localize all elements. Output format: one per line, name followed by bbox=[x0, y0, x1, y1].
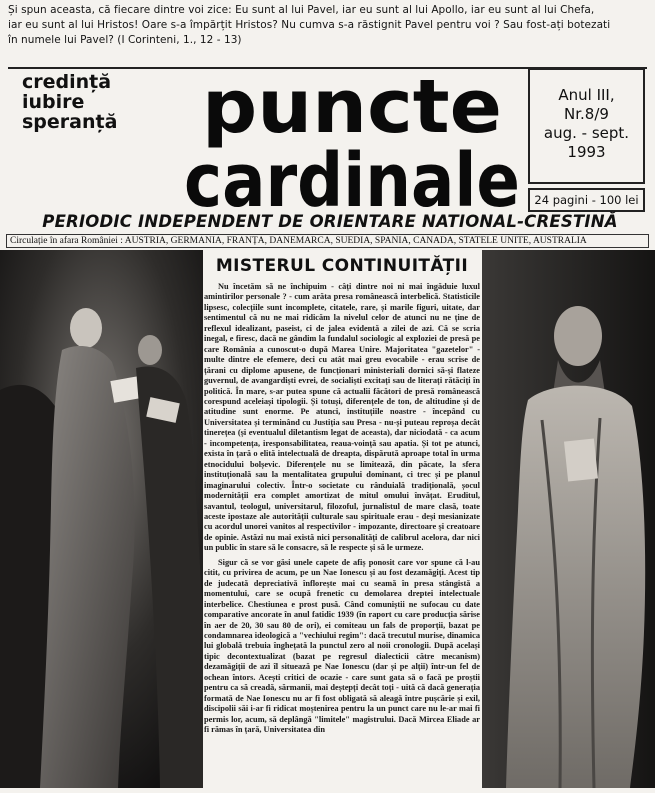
epigraph-line: iar eu sunt al lui Hristos! Oare s-a împărțit Hristos? Nu cumva s-a răstignit Pavel pentru voi ? Sau fost-ați botezati bbox=[8, 19, 611, 31]
masthead-line2: cardinale bbox=[184, 138, 520, 214]
motto-faith: credință bbox=[22, 71, 112, 93]
motto-love: iubire bbox=[22, 91, 85, 113]
motto-block bbox=[22, 72, 172, 132]
article-title: MISTERUL CONTINUITĂȚII bbox=[215, 256, 469, 276]
masthead-logo bbox=[182, 70, 522, 214]
article-paragraph: Sigur că se vor găsi unele capete de afiș ponosit care vor spune că l-au citit, cu privirea de acum, pe un Nae Ionescu și au fost dezamăgiți. Acest tip de judecată depreciativă înflorește mai cu seamă în presa stângistă a momentului, care se ocupă frenetic cu demolarea dreptei intelectuale interbelice. Chestiunea e prost pusă. Când comuniștii ne sufocau cu date comparative ancorate în anul fatidic 1939 (în raport cu care producția sărise în aer de 20, 30 sau 80 de ori), ei comiteau un fals de proporții, bazat pe condamnarea ideologică a "vechiului regim": dacă trecutul murise, dinamica lui globală trebuia înghețată la punctul zero al noii cronologii. După același tipic decontextualizat (bazat pe regresul dialecticii către mecanism) dezamăgiții de azi îl situează pe Nae Ionescu (dar și pe alții) într-un fel de ochean întors. Acești critici de ocazie - care sunt gata să o facă pe proștii pentru ca să creadă, sărmanii, mai deștepți decât toți - uită că dacă generația formată de Nae Ionescu nu ar fi fost obligată să aleagă între pușcărie și exil, discipolii săi i-ar fi ridicat moștenirea pentru la un punct care nu le-ar mai fi permis lor, acum, să deplângă "limitele" magistrului. Dacă Mircea Eliade ar fi rămas în țară, Universitatea din bbox=[204, 557, 480, 735]
circulation-line: Circulație în afara României : AUSTRIA, GERMANIA, FRANȚA, DANEMARCA, SUEDIA, SPANIA, CANADA, STATELE UNITE, AUSTRALIA bbox=[6, 234, 649, 248]
article-paragraph: Nu încetăm să ne închipuim - câți dintre noi ni mai îngăduie luxul amintirilor personale ? - cum arăta presa românească interbelică. Statisticile lipsesc, colecțiile sunt incomplete, citatele, rare, și marile figuri, uitate, dar sentimentul că nu ne mai ridicăm la nivelul celor de atunci nu ne ține de reflexul idealizant, paseist, ci de jalea evidentă a zilei de azi. Că se scria inegal, e firesc, dacă ne gândim la fundalul sociologic al exploziei de presă pe care România a cunoscut-o după Marea Unire. Majoritatea "gazetelor" - multe dintre ele efemere, deci cu atât mai greu evocabile - erau scrise de țărani cu diplome apusene, de funcționari ministeriali dornici să-și flateze guvernul, de avangardiști evrei, de socialiști excitați sau de literați rătăciți în politică. În mare, s-ar putea spune că actualii făcători de presă românească corespund aceleiași tipologii. Și totuși, diferențele de ton, de altitudine și de atitudine sunt enorme. Pe atunci, instituțiile noastre - începând cu Universitatea și terminând cu Justiția sau Presa - nu-și puteau reproșa decât tinerețea (și eventualul diletantism legat de aceasta), dar niciodată - ca acum - incompetența, iresponsabilitatea, reaua-voință sau apatia. Și tot pe atunci, exista în țară o elită intelectuală de dreapta, dispărută aproape total în urma etnocidului bolșevic. Diferențele nu se limitează, din păcate, la sfera instituțională sau la mentalitatea grupului dominant, ci trec și pe planul imaginarului colectiv. Într-o societate cu rânduială tradițională, șocul modernității era complet amortizat de mitul omului învățat. Eruditul, savantul, teologul, universitarul, filozoful, jurnalistul de mare clasă, toate aceste ipostaze ale autorității culturale sau spirituale erau - deși mesianizate cu acordul unorei vanitos al respectivilor - impozante, directoare și creatoare de opinie. Astăzi nu mai există nici personalități de calibrul acelora, dar nici un public în stare să le consacre, să le respecte și să le urmeze. bbox=[204, 282, 480, 553]
issue-year: Anul III, bbox=[558, 86, 615, 104]
issue-calendar-year: 1993 bbox=[567, 143, 606, 161]
masthead-line1: puncte bbox=[202, 70, 502, 150]
epigraph-quote bbox=[8, 3, 647, 69]
publication-tagline: PERIODIC INDEPENDENT DE ORIENTARE NATIONAL-CRESTINĂ bbox=[42, 212, 618, 231]
issue-info-box bbox=[528, 68, 645, 184]
issue-number: Nr.8/9 bbox=[564, 105, 609, 123]
epigraph-line: în numele lui Pavel? (I Corinteni, 1., 12 - 13) bbox=[8, 34, 242, 46]
issue-months: aug. - sept. bbox=[543, 124, 630, 142]
motto-hope: speranță bbox=[22, 111, 118, 133]
photo-left-figures bbox=[0, 250, 203, 788]
photo-right-saint bbox=[482, 250, 655, 788]
epigraph-line: Și spun aceasta, că fiecare dintre voi zice: Eu sunt al lui Pavel, iar eu sunt al lui Apollo, iar eu sunt al lui Chefa, bbox=[8, 4, 595, 16]
pages-price-box: 24 pagini - 100 lei bbox=[528, 188, 645, 212]
main-article bbox=[204, 256, 480, 735]
